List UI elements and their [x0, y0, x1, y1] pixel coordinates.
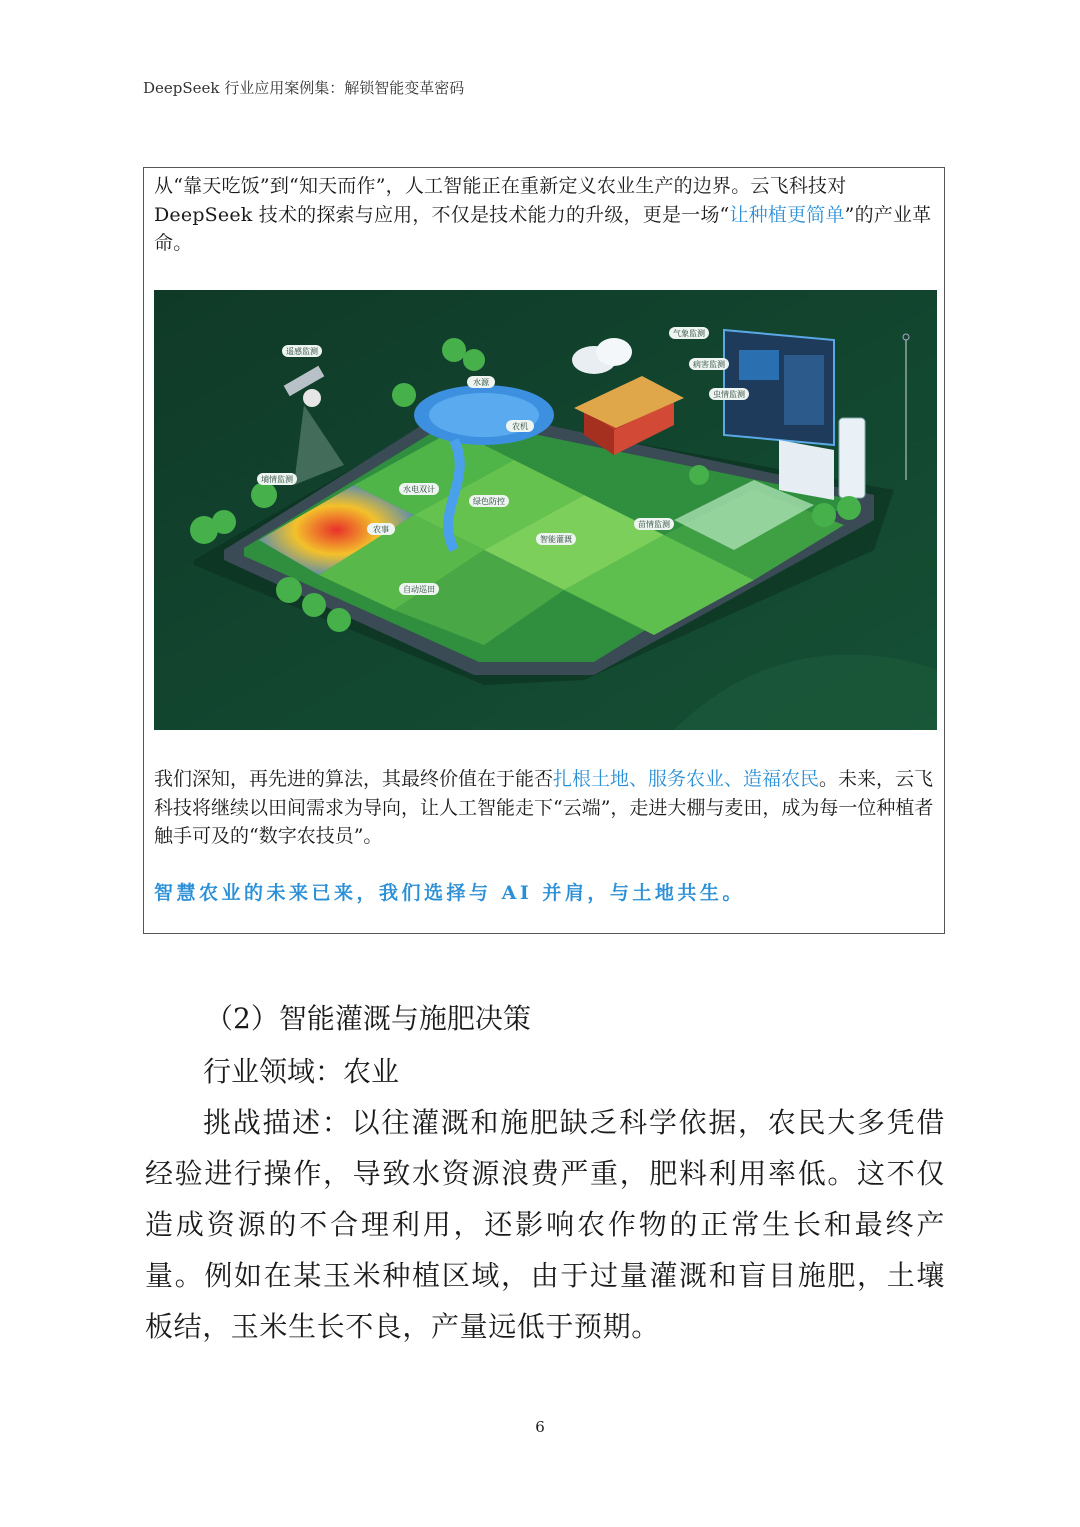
label-smart-irrigation: 智能灌溉	[540, 535, 572, 544]
closing-text: 我们深知，再先进的算法，其最终价值在于能否	[154, 768, 554, 790]
label-pest: 病害监测	[693, 360, 725, 369]
callout-intro	[154, 172, 939, 258]
label-water-source: 水源	[473, 378, 489, 387]
label-seedling: 苗情监测	[638, 520, 670, 529]
smart-farm-illustration-icon	[154, 290, 937, 730]
callout-closing	[154, 765, 939, 851]
intro-highlight: 让种植更简单	[729, 203, 845, 226]
smart-farm-illustration	[154, 290, 937, 730]
label-auto-irrigation: 自动巡田	[403, 585, 435, 594]
label-insect: 虫情监测	[713, 390, 745, 399]
label-weather: 气象监测	[673, 329, 705, 338]
industry-field: 行业领域：农业	[203, 1055, 400, 1088]
challenge-description: 挑战描述：以往灌溉和施肥缺乏科学依据，农民大多凭借经验进行操作，导致水资源浪费严重，肥料利用率低。这不仅造成资源的不合理利用，还影响农作物的正常生长和最终产量。例如在某玉米种植区域，由于过量灌溉和盲目施肥，土壤板结，玉米生长不良，产量远低于预期。	[145, 1106, 945, 1343]
label-remote-sensing: 遥感监测	[286, 347, 318, 356]
section-title: （2）智能灌溉与施肥决策	[205, 1002, 531, 1035]
callout-box	[143, 167, 945, 934]
intro-text-end: ”的产业革命。	[154, 203, 932, 254]
intro-text: 从“靠天吃饭”到“知天而作”，人工智能正在重新定义农业生产的边界。云飞科技对 DeepSeek 技术的探索与应用，不仅是技术能力的升级，更是一场“	[154, 175, 847, 226]
page-number: 6	[535, 1418, 545, 1436]
label-farm-machine: 农机	[512, 422, 528, 431]
label-farming: 农事	[373, 525, 389, 534]
callout-slogan: 智慧农业的未来已来，我们选择与 AI 并肩，与土地共生。	[154, 882, 745, 904]
label-green-control: 绿色防控	[473, 497, 505, 506]
closing-highlight: 扎根土地、服务农业、造福农民	[553, 768, 820, 790]
label-water-power: 水电双计	[403, 485, 435, 494]
label-moisture: 墒情监测	[261, 475, 293, 484]
running-header: DeepSeek 行业应用案例集：解锁智能变革密码	[143, 79, 465, 97]
closing-text-end: 。未来，云飞科技将继续以田间需求为导向，让人工智能走下“云端”，走进大棚与麦田，成为每一位种植者触手可及的“数字农技员”。	[154, 768, 934, 847]
